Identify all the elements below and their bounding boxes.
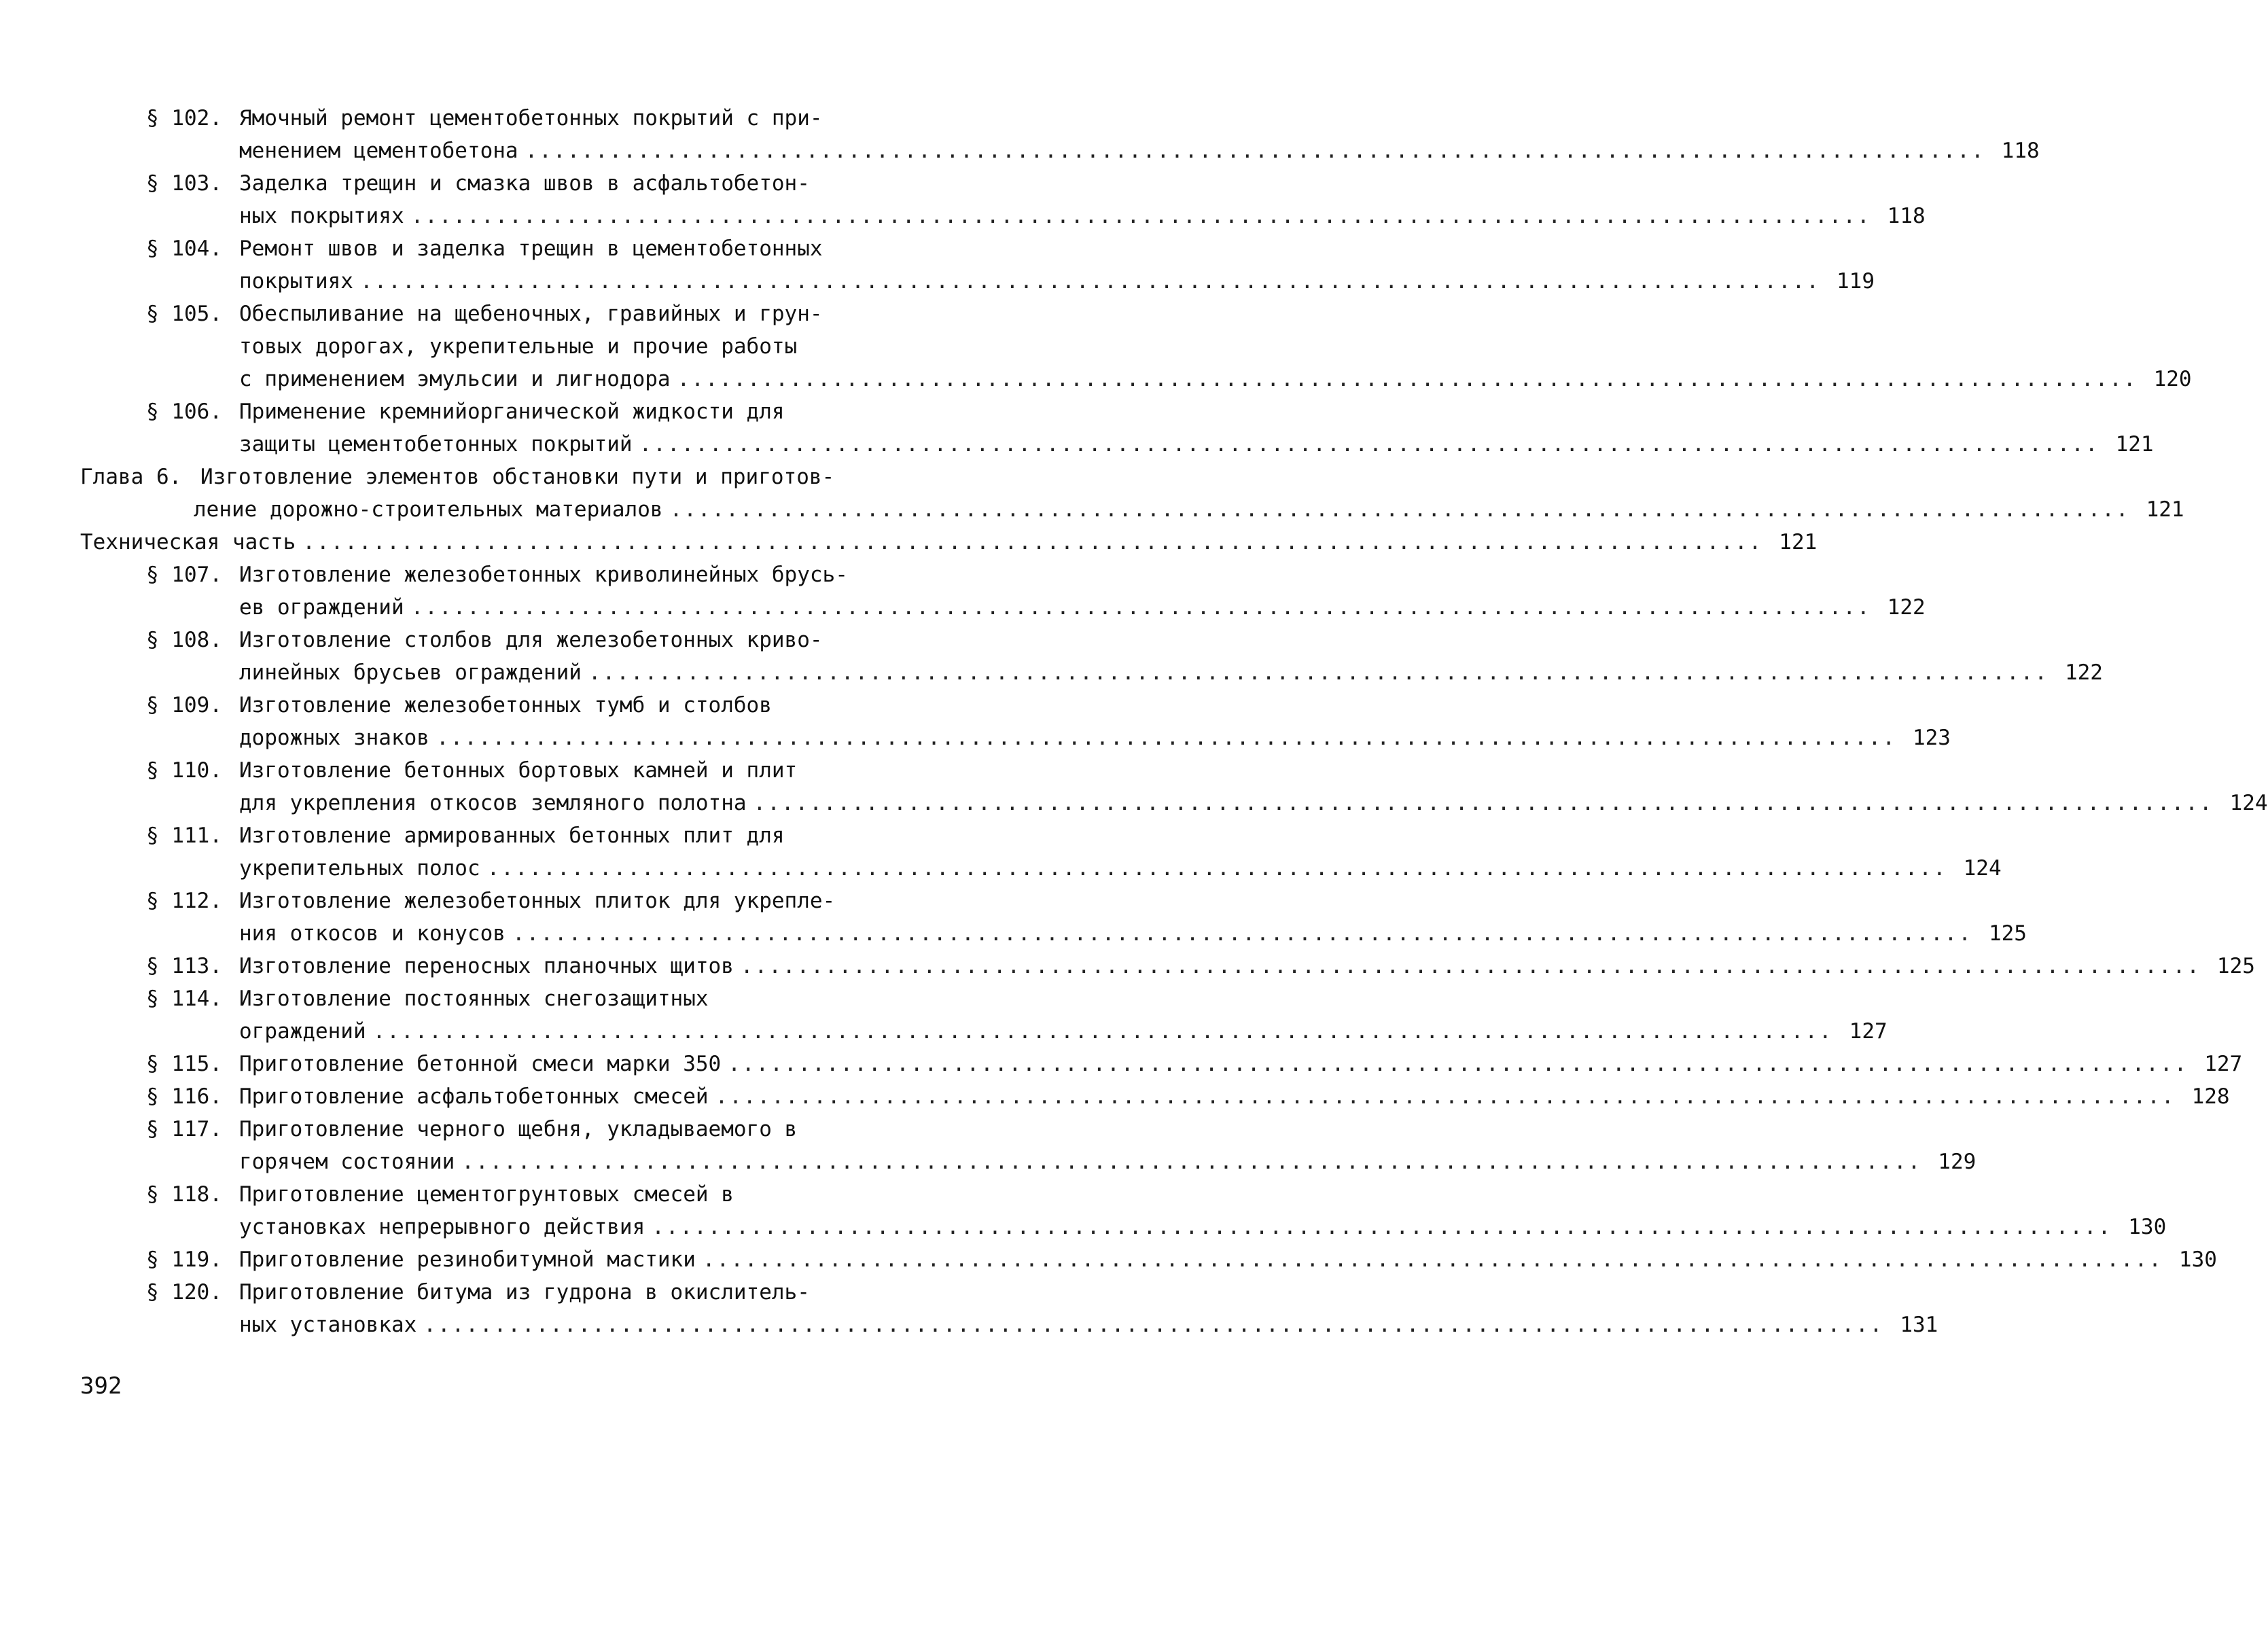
toc-last-line bbox=[239, 1015, 1888, 1048]
toc-last-line bbox=[239, 428, 2154, 461]
toc-line bbox=[0, 330, 1055, 363]
toc-page-ref: 122 bbox=[2064, 660, 2103, 685]
toc-last-line bbox=[239, 363, 2192, 395]
toc-line bbox=[0, 558, 1055, 591]
dot-leader: ........................................................................................................ bbox=[677, 367, 2138, 391]
chapter-title: Изготовление элементов обстановки пути и приготов- bbox=[200, 465, 835, 489]
toc-entry-text: дорожных знаков bbox=[239, 726, 429, 750]
toc-last-line bbox=[239, 852, 2002, 885]
toc-entry-text: ния откосов и конусов bbox=[239, 921, 506, 946]
section-number: § 120. bbox=[146, 1280, 222, 1305]
toc-line bbox=[0, 982, 1055, 1015]
toc-last-line bbox=[239, 656, 2103, 689]
section-number: § 104. bbox=[146, 236, 222, 261]
toc-page-ref: 121 bbox=[2146, 497, 2184, 522]
dot-leader: ........................................................................................................ bbox=[588, 660, 2049, 685]
section-number: § 116. bbox=[146, 1084, 222, 1109]
toc-line bbox=[0, 656, 2103, 689]
toc-line bbox=[0, 787, 2268, 819]
toc-entry-text: Заделка трещин и смазка швов в асфальтобетон- bbox=[239, 171, 810, 196]
toc-last-line bbox=[80, 526, 1818, 558]
toc-line bbox=[0, 395, 1055, 428]
toc-last-line bbox=[194, 493, 2184, 526]
section-number: § 112. bbox=[146, 889, 222, 913]
section-number: § 114. bbox=[146, 987, 222, 1011]
dot-leader: ........................................................................................................ bbox=[372, 1019, 1833, 1044]
dot-leader: ........................................................................................................ bbox=[512, 921, 1972, 946]
toc-last-line bbox=[239, 1309, 1938, 1341]
toc-line bbox=[0, 200, 1926, 232]
toc-line bbox=[0, 232, 1055, 265]
dot-leader: ........................................................................................................ bbox=[525, 139, 1985, 163]
toc-entry-text: защиты цементобетонных покрытий bbox=[239, 432, 633, 457]
toc-page-ref: 118 bbox=[1887, 204, 1926, 228]
toc-last-line bbox=[239, 1146, 1977, 1178]
section-number: § 107. bbox=[146, 563, 222, 587]
toc-entry-text: покрытиях bbox=[239, 269, 353, 294]
toc-page-ref: 125 bbox=[2216, 954, 2255, 978]
toc-line bbox=[0, 624, 1055, 656]
section-number: § 108. bbox=[146, 628, 222, 652]
toc-line bbox=[0, 1146, 1977, 1178]
toc-last-line bbox=[239, 722, 1951, 754]
toc-entry-text: горячем состоянии bbox=[239, 1150, 455, 1174]
toc-entry-text: Приготовление цементогрунтовых смесей в bbox=[239, 1182, 734, 1207]
toc-entry-text: Обеспыливание на щебеночных, гравийных и грун- bbox=[239, 302, 823, 326]
toc-line bbox=[0, 167, 1055, 200]
toc-line bbox=[0, 1276, 1055, 1309]
toc-page-ref: 124 bbox=[2229, 791, 2268, 815]
toc-line bbox=[0, 1309, 1938, 1341]
toc-line bbox=[0, 298, 1055, 330]
dot-leader: ........................................................................................................ bbox=[715, 1084, 2176, 1109]
toc-last-line bbox=[239, 950, 2255, 982]
toc-line bbox=[0, 819, 1055, 852]
toc-entry bbox=[0, 395, 2154, 461]
toc-line bbox=[0, 265, 1875, 298]
section-number: § 117. bbox=[146, 1117, 222, 1141]
toc-entry-text: укрепительных полос bbox=[239, 856, 480, 881]
dot-leader: ........................................................................................................ bbox=[652, 1215, 2112, 1239]
toc-entry-text: ных установках bbox=[239, 1313, 417, 1337]
toc-line bbox=[0, 493, 2184, 526]
toc-entry bbox=[0, 982, 1888, 1048]
dot-leader: ........................................................................................................ bbox=[436, 726, 1896, 750]
toc-entry-text: Изготовление переносных планочных щитов bbox=[239, 954, 734, 978]
toc-last-line bbox=[239, 1211, 2167, 1243]
toc-entry-text: Приготовление резинобитумной мастики bbox=[239, 1247, 696, 1272]
dot-leader: ........................................................................................................ bbox=[740, 954, 2201, 978]
dot-leader: ........................................................................................................ bbox=[639, 432, 2099, 457]
toc-entry-text: ных покрытиях bbox=[239, 204, 404, 228]
toc-line bbox=[0, 1080, 2230, 1113]
toc-entry-text: менением цементобетона bbox=[239, 139, 518, 163]
toc-entry-text: с применением эмульсии и лигнодора bbox=[239, 367, 671, 391]
section-number: § 110. bbox=[146, 758, 222, 783]
dot-leader: ........................................................................................................ bbox=[669, 497, 2130, 522]
toc-last-line bbox=[239, 265, 1875, 298]
toc-line bbox=[0, 135, 2040, 167]
toc-page-ref: 127 bbox=[1849, 1019, 1888, 1044]
toc-entry bbox=[0, 167, 1926, 232]
section-number: § 111. bbox=[146, 823, 222, 848]
toc-line bbox=[0, 1178, 1055, 1211]
toc-entry-text: Приготовление битума из гудрона в окислитель- bbox=[239, 1280, 810, 1305]
toc-page-ref: 130 bbox=[2178, 1247, 2217, 1272]
toc-entry bbox=[0, 950, 2255, 982]
toc-last-line bbox=[239, 917, 2027, 950]
dot-leader: ........................................................................................................ bbox=[359, 269, 1820, 294]
toc-entry-text: ев ограждений bbox=[239, 595, 404, 620]
toc-page-ref: 128 bbox=[2191, 1084, 2230, 1109]
dot-leader: ........................................................................................................ bbox=[302, 530, 1763, 554]
section-number: § 109. bbox=[146, 693, 222, 717]
toc-entry-text: для укрепления откосов земляного полотна bbox=[239, 791, 747, 815]
dot-leader: ........................................................................................................ bbox=[410, 595, 1871, 620]
toc-entry bbox=[0, 1178, 2167, 1243]
section-number: § 103. bbox=[146, 171, 222, 196]
chapter-label: Глава 6. bbox=[80, 465, 182, 489]
toc-entry bbox=[0, 102, 2040, 167]
section-number: § 105. bbox=[146, 302, 222, 326]
toc-entry bbox=[0, 885, 2027, 950]
toc-page-ref: 124 bbox=[1963, 856, 2002, 881]
chapter-heading bbox=[0, 461, 2184, 526]
toc-entry-text: Изготовление железобетонных тумб и столбов bbox=[239, 693, 772, 717]
toc-entry bbox=[0, 624, 2103, 689]
toc-page-ref: 123 bbox=[1912, 726, 1951, 750]
toc-entry-text: Изготовление постоянных снегозащитных bbox=[239, 987, 709, 1011]
toc-entry bbox=[0, 754, 2268, 819]
toc-entry bbox=[0, 1048, 2243, 1080]
table-of-contents bbox=[0, 102, 2268, 1341]
toc-last-line bbox=[239, 591, 1926, 624]
page-number: 392 bbox=[80, 1372, 122, 1400]
toc-entry-text: Приготовление бетонной смеси марки 350 bbox=[239, 1052, 722, 1076]
toc-last-line bbox=[239, 1048, 2243, 1080]
toc-page-ref: 125 bbox=[1988, 921, 2027, 946]
toc-last-line bbox=[239, 200, 1926, 232]
section-number: § 113. bbox=[146, 954, 222, 978]
section-number: § 102. bbox=[146, 106, 222, 130]
section-number: § 119. bbox=[146, 1247, 222, 1272]
toc-line bbox=[0, 722, 1951, 754]
toc-entry-text: Ямочный ремонт цементобетонных покрытий с при- bbox=[239, 106, 823, 130]
toc-last-line bbox=[239, 787, 2268, 819]
section-number: § 106. bbox=[146, 400, 222, 424]
toc-entry bbox=[0, 298, 2192, 395]
toc-last-line bbox=[239, 1080, 2230, 1113]
toc-last-line bbox=[239, 1243, 2217, 1276]
toc-last-line bbox=[239, 135, 2040, 167]
toc-page-ref: 119 bbox=[1837, 269, 1875, 294]
toc-line bbox=[0, 852, 2002, 885]
toc-entry-text: товых дорогах, укрепительные и прочие работы bbox=[239, 334, 798, 359]
dot-leader: ........................................................................................................ bbox=[461, 1150, 1922, 1174]
dot-leader: ........................................................................................................ bbox=[728, 1052, 2189, 1076]
toc-line bbox=[0, 428, 2154, 461]
toc-page-ref: 121 bbox=[2115, 432, 2154, 457]
toc-entry bbox=[0, 1113, 1977, 1178]
toc-entry bbox=[0, 1243, 2217, 1276]
dot-leader: ........................................................................................................ bbox=[410, 204, 1871, 228]
toc-line bbox=[0, 363, 2192, 395]
toc-entry bbox=[0, 1080, 2230, 1113]
toc-line bbox=[0, 689, 1055, 722]
toc-page-ref: 122 bbox=[1887, 595, 1926, 620]
toc-entry-text: Изготовление столбов для железобетонных криво- bbox=[239, 628, 823, 652]
toc-page-ref: 131 bbox=[1900, 1313, 1938, 1337]
toc-line bbox=[0, 1048, 2243, 1080]
section-number: § 118. bbox=[146, 1182, 222, 1207]
toc-line bbox=[0, 950, 2255, 982]
dot-leader: ........................................................................................................ bbox=[423, 1313, 1884, 1337]
toc-line bbox=[0, 102, 1055, 135]
section-number: § 115. bbox=[146, 1052, 222, 1076]
toc-entry-text: Приготовление асфальтобетонных смесей bbox=[239, 1084, 709, 1109]
toc-page-ref: 130 bbox=[2128, 1215, 2167, 1239]
toc-line bbox=[0, 1015, 1888, 1048]
toc-entry-text: Применение кремнийорганической жидкости для bbox=[239, 400, 785, 424]
toc-entry-text: линейных брусьев ограждений bbox=[239, 660, 582, 685]
toc-entry bbox=[0, 819, 2002, 885]
toc-page-ref: 120 bbox=[2153, 367, 2192, 391]
dot-leader: ........................................................................................................ bbox=[702, 1247, 2163, 1272]
dot-leader: ........................................................................................................ bbox=[486, 856, 1947, 881]
toc-entry bbox=[0, 558, 1926, 624]
toc-entry-text: Изготовление бетонных бортовых камней и плит bbox=[239, 758, 798, 783]
technical-part-heading bbox=[0, 526, 1818, 558]
toc-line bbox=[0, 917, 2027, 950]
dot-leader: ........................................................................................................ bbox=[753, 791, 2214, 815]
toc-entry-text: Изготовление железобетонных криволинейных брусь- bbox=[239, 563, 848, 587]
toc-entry-text: Изготовление армированных бетонных плит для bbox=[239, 823, 785, 848]
toc-entry-text: установках непрерывного действия bbox=[239, 1215, 645, 1239]
toc-entry-text: Ремонт швов и заделка трещин в цементобетонных bbox=[239, 236, 823, 261]
toc-entry-text: Изготовление железобетонных плиток для укрепле- bbox=[239, 889, 836, 913]
toc-line bbox=[0, 461, 1055, 493]
toc-entry-text: Приготовление черного щебня, укладываемого в bbox=[239, 1117, 798, 1141]
toc-line bbox=[0, 885, 1055, 917]
toc-entry bbox=[0, 1276, 1938, 1341]
toc-entry bbox=[0, 232, 1875, 298]
toc-entry-text: Техническая часть bbox=[80, 530, 296, 554]
toc-page-ref: 127 bbox=[2204, 1052, 2243, 1076]
toc-line bbox=[0, 1243, 2217, 1276]
toc-line bbox=[0, 1113, 1055, 1146]
toc-page-ref: 129 bbox=[1938, 1150, 1977, 1174]
toc-page-ref: 118 bbox=[2001, 139, 2040, 163]
toc-entry bbox=[0, 689, 1951, 754]
toc-entry-text: ление дорожно-строительных материалов bbox=[194, 497, 663, 522]
toc-line bbox=[0, 1211, 2167, 1243]
toc-line bbox=[0, 591, 1926, 624]
toc-page-ref: 121 bbox=[1779, 530, 1818, 554]
toc-line bbox=[0, 754, 1055, 787]
toc-entry-text: ограждений bbox=[239, 1019, 366, 1044]
